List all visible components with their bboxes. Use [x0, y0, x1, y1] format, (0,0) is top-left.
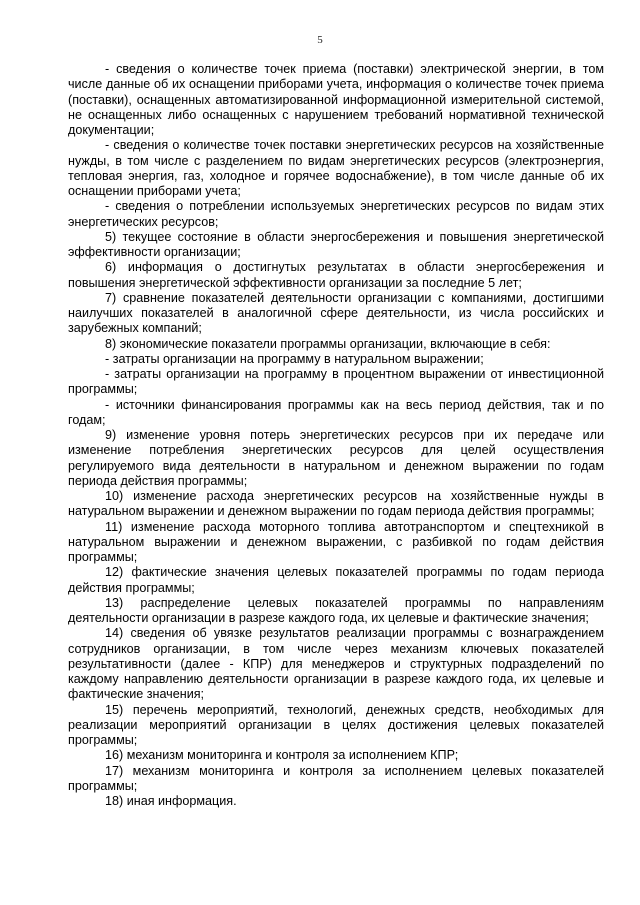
paragraph: - источники финансирования программы как на весь период действия, так и по годам;	[68, 397, 604, 427]
paragraph: 18) иная информация.	[105, 794, 237, 808]
document-body	[68, 62, 604, 809]
paragraph: - сведения о количестве точек поставки энергетических ресурсов на хозяйственные нужды, в том числе с разделением по видам энергетических ресурсов (электроэнергия, тепловая энергия, газ, холодное и горячее водоснабжение), в том числе данные об их оснащении приборами учета;	[68, 138, 604, 198]
page-number: 5	[317, 34, 323, 46]
paragraph: 13) распределение целевых показателей программы по направлениям деятельности организации в разрезе каждого года, их целевые и фактические значения;	[68, 595, 604, 625]
paragraph: 12) фактические значения целевых показателей программы по годам периода действия программы;	[68, 565, 604, 595]
paragraph: 16) механизм мониторинга и контроля за исполнением КПР;	[105, 748, 459, 763]
paragraph: - сведения о количестве точек приема (поставки) электрической энергии, в том числе данные об их оснащении приборами учета, информация о количестве точек приема (поставки), оснащенных автоматизированной информационной измерительной системой, не оснащенных либо оснащенных с нарушением требований нормативной технической документации;	[68, 62, 604, 137]
paragraph: 7) сравнение показателей деятельности организации с компаниями, достигшими наилучших показателей в аналогичной сфере деятельности, из числа российских и зарубежных компаний;	[68, 290, 604, 336]
paragraph: - сведения о потреблении используемых энергетических ресурсов по видам этих энергетических ресурсов;	[68, 199, 604, 229]
paragraph: 8) экономические показатели программы организации, включающие в себя:	[105, 336, 551, 351]
paragraph: 15) перечень мероприятий, технологий, денежных средств, необходимых для реализации мероприятий организации в целях достижения целевых показателей программы;	[68, 702, 604, 747]
paragraph: 11) изменение расхода моторного топлива автотранспортом и спецтехникой в натуральном выражении и денежном выражении, с разбивкой по годам действия программы;	[68, 519, 604, 564]
paragraph: 10) изменение расхода энергетических ресурсов на хозяйственные нужды в натуральном выражении и денежном выражении по годам периода действия программы;	[68, 489, 604, 519]
paragraph: - затраты организации на программу в натуральном выражении;	[105, 351, 484, 366]
paragraph: 9) изменение уровня потерь энергетических ресурсов при их передаче или изменение потребления энергетических ресурсов для целей осуществления регулируемого вида деятельности в натуральном и денежном выражении по годам периода действия программы;	[68, 428, 604, 488]
paragraph: 17) механизм мониторинга и контроля за исполнением целевых показателей программы;	[68, 763, 604, 793]
paragraph: - затраты организации на программу в процентном выражении от инвестиционной программы;	[68, 367, 604, 397]
paragraph: 6) информация о достигнутых результатах в области энергосбережения и повышения энергетической эффективности организации за последние 5 лет;	[68, 260, 604, 290]
paragraph: 14) сведения об увязке результатов реализации программы с вознаграждением сотрудников организации, в том числе через механизм ключевых показателей результативности (далее - КПР) для менеджеров и структурных подразделений по каждому направлению деятельности организации в разрезе каждого года, их целевые и фактические значения;	[68, 626, 604, 702]
paragraph: 5) текущее состояние в области энергосбережения и повышения энергетической эффективности организации;	[68, 229, 604, 259]
